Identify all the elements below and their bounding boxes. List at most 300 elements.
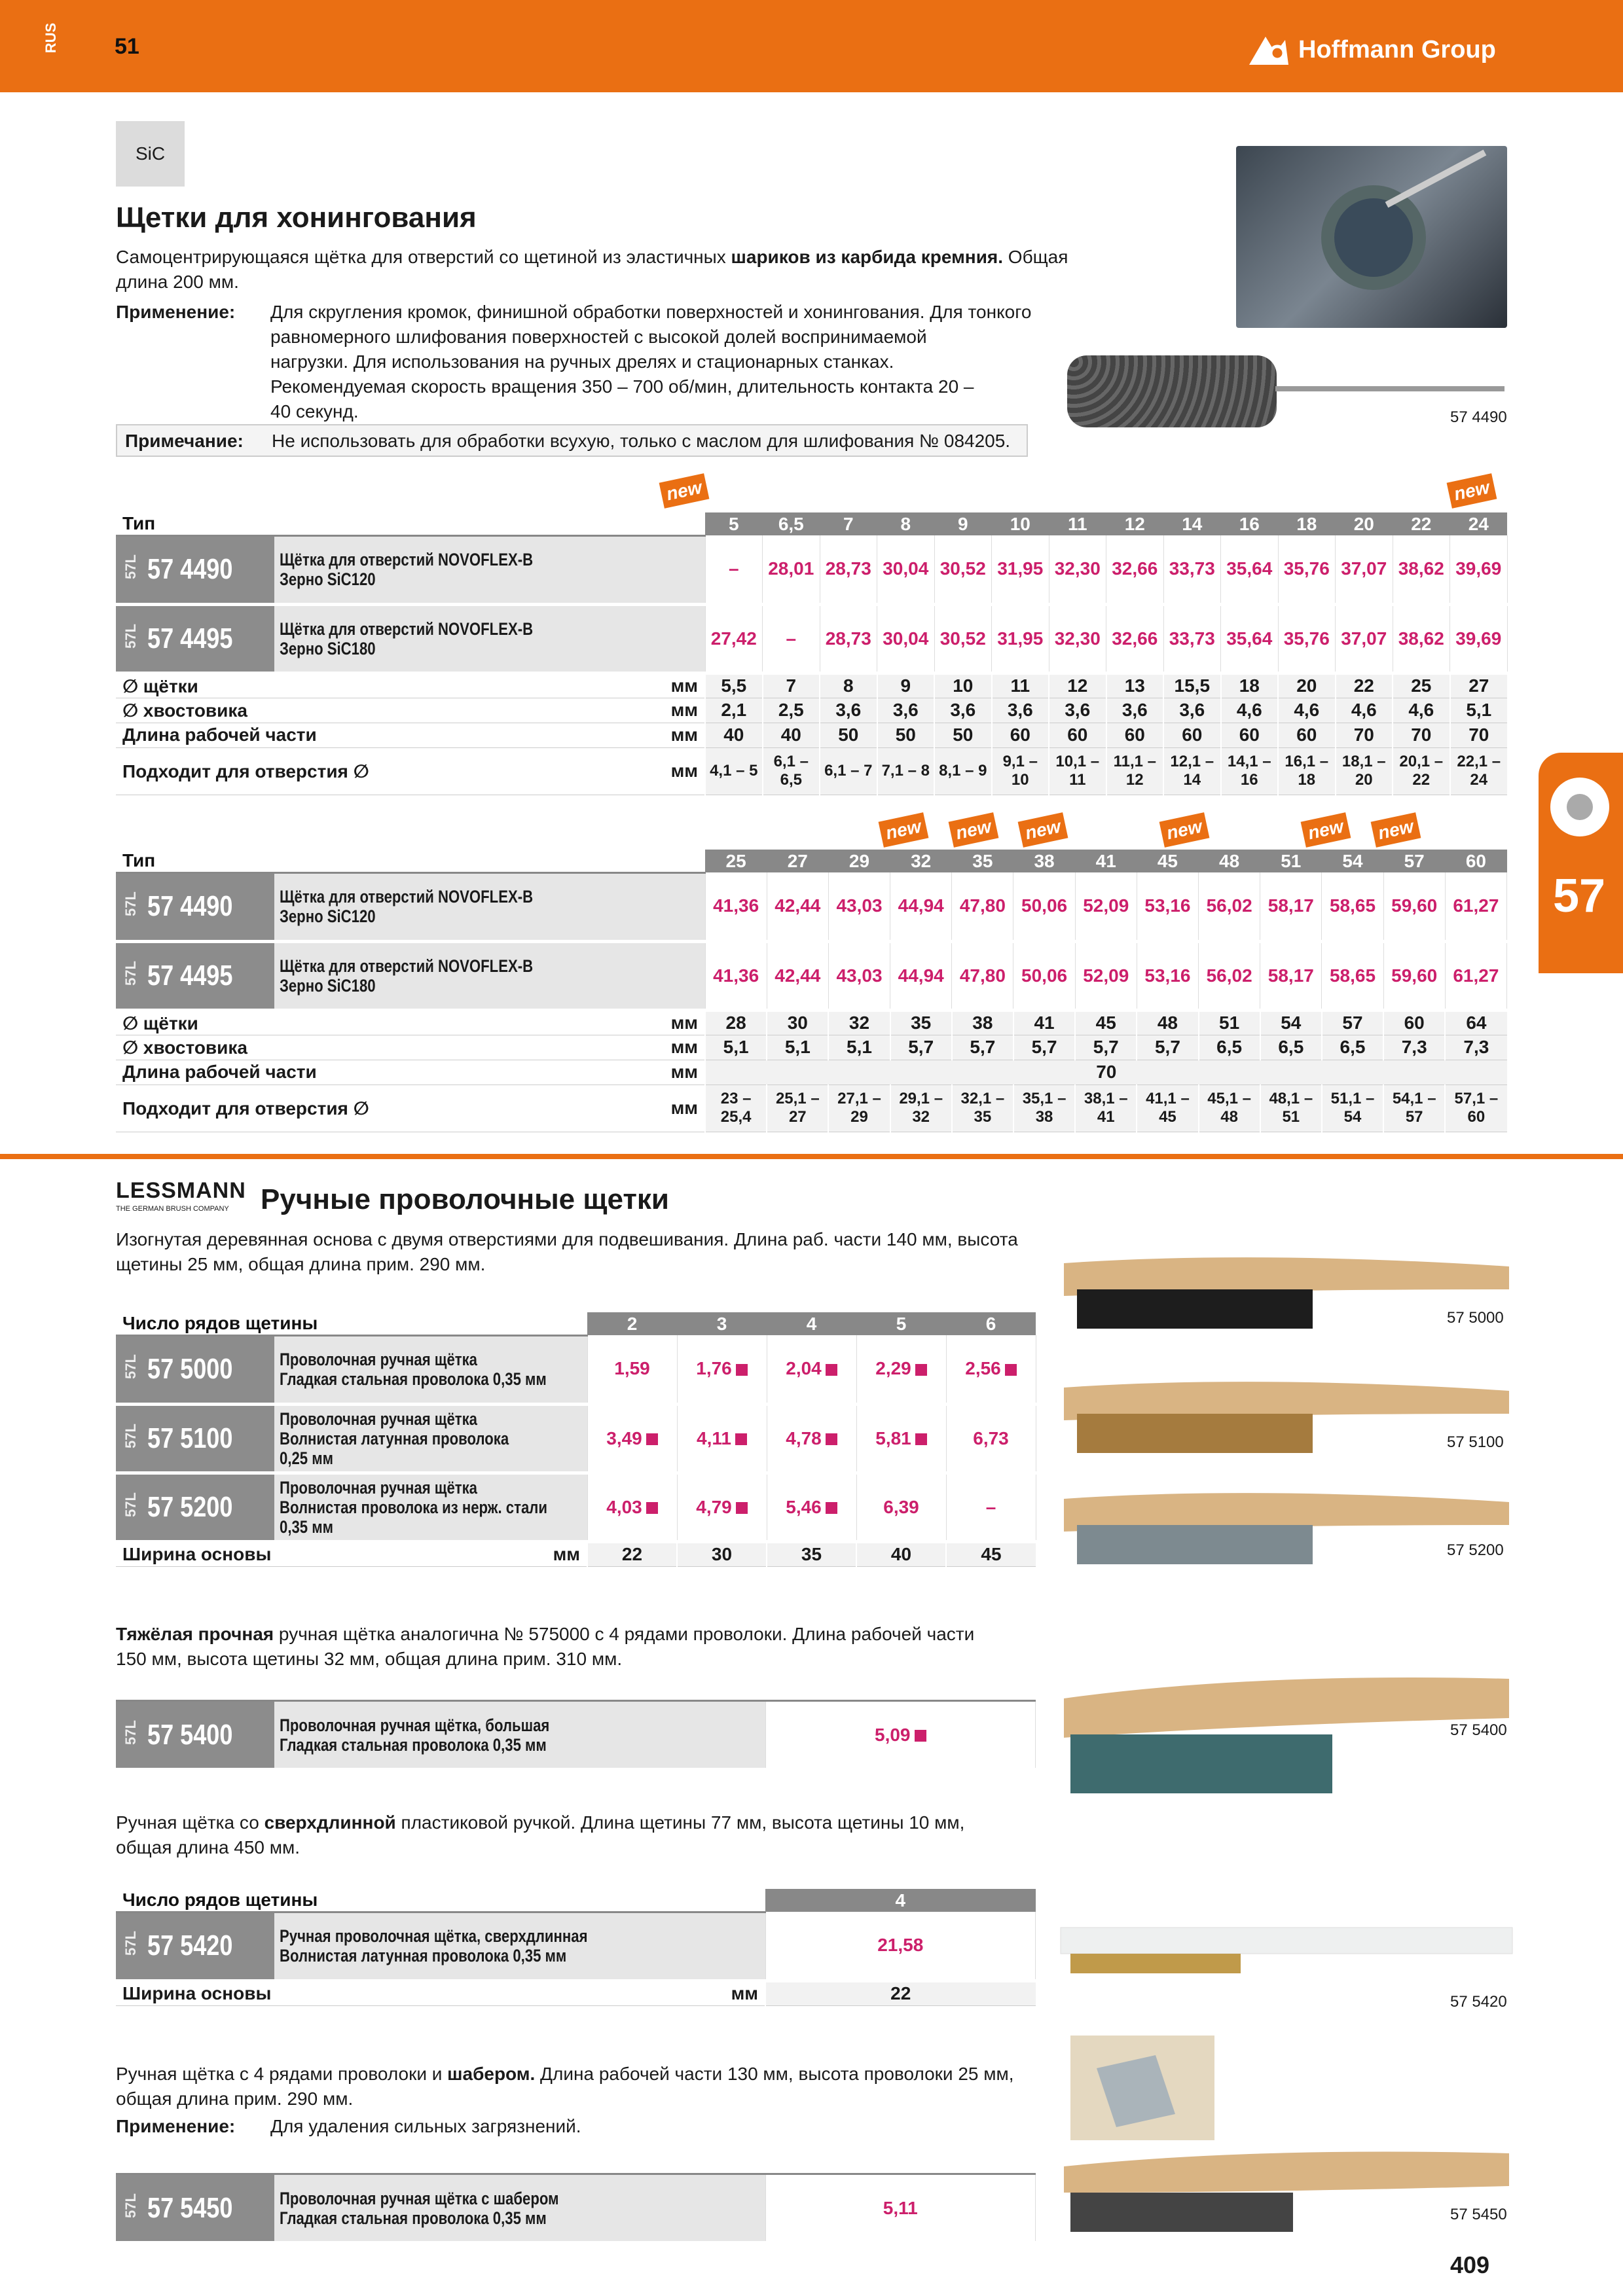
- price-value: 2,56: [965, 1358, 1001, 1379]
- spec-value: 8: [820, 673, 877, 698]
- application-text: Для удаления сильных загрязнений.: [270, 2116, 581, 2136]
- price-cell[interactable]: 56,02: [1199, 941, 1260, 1010]
- rows-cell: 4: [765, 1889, 1036, 1912]
- price-cell[interactable]: 42,44: [767, 872, 828, 941]
- size-cell: 12: [1106, 512, 1164, 535]
- price-value: 4,11: [697, 1427, 731, 1448]
- intro-bold: шариков из карбида кремния.: [731, 247, 1004, 267]
- price-cell[interactable]: 38,62: [1393, 604, 1450, 673]
- note-box: [116, 424, 1028, 457]
- spec-value: 3,6: [934, 698, 992, 723]
- price-cell[interactable]: 35,64: [1221, 535, 1279, 604]
- spec-unit: мм: [508, 698, 705, 723]
- price-cell[interactable]: 59,60: [1383, 941, 1445, 1010]
- size-cell: 35: [952, 850, 1013, 872]
- brush-shaft: [1275, 386, 1504, 391]
- article-number[interactable]: [116, 604, 274, 673]
- section-separator: [0, 1154, 1623, 1159]
- price-cell[interactable]: 32,66: [1106, 535, 1164, 604]
- price-cell[interactable]: 35,76: [1278, 604, 1336, 673]
- new-badge: new: [1301, 812, 1351, 848]
- article-number[interactable]: [116, 941, 274, 1010]
- spec-value: 3,6: [820, 698, 877, 723]
- price-cell[interactable]: 30,52: [934, 604, 992, 673]
- spec-value: 40: [763, 723, 820, 747]
- spec-value: 8,1 – 9: [934, 747, 992, 795]
- spec-value: 20: [1278, 673, 1336, 698]
- article-number[interactable]: [116, 872, 274, 941]
- desc-line: Проволочная ручная щётка: [280, 1350, 478, 1369]
- article-number[interactable]: [116, 1701, 274, 1770]
- intro-text-2: Общая длина 200 мм.: [116, 247, 1068, 292]
- table-row[interactable]: [116, 1404, 1036, 1473]
- intro-line: 150 мм, высота щетины 32 мм, общая длина прим. 310 мм.: [116, 1649, 623, 1669]
- price-cell[interactable]: [946, 1404, 1036, 1473]
- art-prefix: 57L: [122, 891, 139, 916]
- spec-value: 48,1 – 51: [1260, 1085, 1322, 1132]
- art-prefix: 57L: [122, 1354, 139, 1379]
- art-prefix: 57L: [122, 1719, 139, 1745]
- spec-value: 70: [1450, 723, 1508, 747]
- article-number[interactable]: [116, 1912, 274, 1981]
- price-cell[interactable]: 59,60: [1383, 872, 1445, 941]
- spec-value: 35,1 – 38: [1013, 1085, 1075, 1132]
- price-cell[interactable]: 41,36: [705, 941, 767, 1010]
- application-text: [270, 300, 1122, 424]
- table-row[interactable]: [116, 604, 1507, 673]
- spec-value: 3,6: [877, 698, 935, 723]
- spec-value: 54,1 – 57: [1383, 1085, 1445, 1132]
- heavy-intro: [116, 1622, 974, 1672]
- spec-value: 41,1 – 45: [1137, 1085, 1198, 1132]
- price-cell[interactable]: [765, 1701, 1036, 1770]
- spec-value: 5,7: [1013, 1035, 1075, 1060]
- new-badge: new: [1018, 812, 1068, 848]
- spec-value: 22: [587, 1541, 677, 1566]
- article-number[interactable]: [116, 1404, 274, 1473]
- spec-value: 48: [1137, 1010, 1198, 1035]
- stock-marker-icon: [826, 1502, 837, 1514]
- price-cell[interactable]: [677, 1404, 767, 1473]
- price-cell[interactable]: 52,09: [1075, 872, 1137, 941]
- spec-value: 28: [705, 1010, 767, 1035]
- price-cell[interactable]: [946, 1335, 1036, 1404]
- spec-value: 7,1 – 8: [877, 747, 935, 795]
- price-cell[interactable]: 50,06: [1013, 872, 1075, 941]
- intro-text: ручная щётка аналогична № 575000 с 4 рядами проволоки. Длина рабочей части: [274, 1624, 975, 1644]
- spec-value: 9,1 – 10: [992, 747, 1049, 795]
- table-row[interactable]: [116, 1912, 1036, 1981]
- spec-value: 45: [946, 1541, 1036, 1566]
- table-header-row: [116, 512, 1507, 535]
- spec-value: 3,6: [1049, 698, 1106, 723]
- rows-cell: 6: [946, 1312, 1036, 1335]
- spec-row: [116, 1035, 1507, 1060]
- chapter-number: 57: [1553, 870, 1606, 922]
- spec-value: 50: [877, 723, 935, 747]
- wire-title: Ручные проволочные щетки: [261, 1183, 669, 1215]
- price-value: 4,78: [786, 1427, 822, 1448]
- table-row[interactable]: [116, 1701, 1036, 1770]
- image-caption: 57 5420: [1450, 1993, 1507, 2011]
- spec-value: 6,1 – 6,5: [763, 747, 820, 795]
- application-label: Применение:: [116, 302, 236, 322]
- article-number[interactable]: [116, 2174, 274, 2243]
- honing-table-1: [116, 512, 1508, 795]
- honing-table-2: [116, 850, 1507, 1132]
- cutting-disc-icon: [1550, 778, 1609, 836]
- art-prefix: 57L: [122, 1423, 139, 1448]
- stock-marker-icon: [1005, 1364, 1017, 1376]
- product-description: [274, 604, 705, 673]
- price-cell[interactable]: [587, 1335, 677, 1404]
- spec-label: ∅ хвостовика: [116, 698, 508, 723]
- spec-unit: мм: [508, 673, 705, 698]
- spec-unit: мм: [508, 1010, 705, 1035]
- price-cell[interactable]: [767, 1473, 856, 1541]
- price-cell[interactable]: 44,94: [890, 941, 952, 1010]
- spec-value: 12: [1049, 673, 1106, 698]
- spec-value: 38: [952, 1010, 1013, 1035]
- spec-row: [116, 723, 1507, 747]
- price-value: 6,73: [973, 1427, 1009, 1448]
- art-num: 57 4490: [147, 553, 233, 585]
- price-value: 1,59: [614, 1358, 650, 1379]
- price-cell[interactable]: 21,58: [765, 1912, 1036, 1981]
- spec-value: 23 – 25,4: [705, 1085, 767, 1132]
- spec-value: 20,1 – 22: [1393, 747, 1450, 795]
- spec-row: [116, 1981, 1036, 2005]
- stock-marker-icon: [915, 1730, 926, 1742]
- price-cell[interactable]: 35,64: [1221, 604, 1279, 673]
- price-cell[interactable]: 39,69: [1450, 604, 1508, 673]
- size-cell: 51: [1260, 850, 1322, 872]
- spec-value: 29,1 – 32: [890, 1085, 952, 1132]
- desc-line: Зерно SiC180: [280, 975, 376, 996]
- price-cell[interactable]: [856, 1473, 946, 1541]
- brush-image-575000: [1057, 1250, 1516, 1342]
- lessmann-logo[interactable]: [116, 1178, 246, 1213]
- price-cell[interactable]: 56,02: [1199, 872, 1260, 941]
- intro-bold: Тяжёлая прочная: [116, 1624, 274, 1644]
- intro-line: общая длина прим. 290 мм.: [116, 2089, 354, 2109]
- spec-value: 70: [1336, 723, 1393, 747]
- spec-value: 3,6: [992, 698, 1049, 723]
- price-cell[interactable]: 5,11: [765, 2174, 1036, 2243]
- price-cell[interactable]: [587, 1473, 677, 1541]
- price-cell[interactable]: 58,17: [1260, 941, 1322, 1010]
- size-cell: 11: [1049, 512, 1106, 535]
- spec-value: 27,1 – 29: [828, 1085, 890, 1132]
- spec-unit: мм: [508, 1085, 705, 1132]
- price-cell[interactable]: 61,27: [1445, 941, 1506, 1010]
- price-cell[interactable]: 30,04: [877, 535, 935, 604]
- spec-value: 5,7: [890, 1035, 952, 1060]
- article-number[interactable]: [116, 1335, 274, 1404]
- spec-row: [116, 1541, 1036, 1566]
- spec-value: 40: [705, 723, 763, 747]
- art-num: 57 5200: [147, 1490, 233, 1523]
- product-description: [274, 2174, 765, 2243]
- app-line: 40 секунд.: [270, 401, 359, 422]
- spec-value: 57,1 – 60: [1445, 1085, 1506, 1132]
- price-cell[interactable]: [767, 1404, 856, 1473]
- spec-label: Длина рабочей части: [116, 723, 508, 747]
- stock-marker-icon: [736, 1502, 748, 1514]
- size-cell: 6,5: [763, 512, 820, 535]
- article-number[interactable]: [116, 535, 274, 604]
- price-cell[interactable]: 47,80: [952, 872, 1013, 941]
- honing-intro: [116, 245, 1098, 295]
- spec-value: 5,5: [705, 673, 763, 698]
- sic-tag: SiC: [116, 121, 185, 187]
- brush-image-575420: [1057, 1924, 1516, 1983]
- honing-brush-image: [1236, 146, 1507, 328]
- price-cell[interactable]: 47,80: [952, 941, 1013, 1010]
- art-prefix: 57L: [122, 2193, 139, 2218]
- type-label: Тип: [116, 512, 705, 535]
- type-label: Тип: [116, 850, 705, 872]
- spec-value: 70: [1393, 723, 1450, 747]
- spec-value: 45: [1075, 1010, 1137, 1035]
- price-cell[interactable]: 50,06: [1013, 941, 1075, 1010]
- article-number[interactable]: [116, 1473, 274, 1541]
- spec-value: 11,1 – 12: [1106, 747, 1164, 795]
- desc-line: Щётка для отверстий NOVOFLEX-B: [280, 956, 534, 976]
- stock-marker-icon: [735, 1433, 747, 1445]
- desc-line: Проволочная ручная щётка: [280, 1477, 478, 1498]
- spec-value: 57: [1322, 1010, 1383, 1035]
- spec-row: [116, 1010, 1507, 1035]
- spec-label: ∅ щётки: [116, 1010, 508, 1035]
- size-cell: 29: [828, 850, 890, 872]
- intro-text-2: пластиковой ручкой. Длина щетины 77 мм, высота щетины 10 мм,: [395, 1812, 965, 1833]
- price-cell[interactable]: 58,17: [1260, 872, 1322, 941]
- app-line: Рекомендуемая скорость вращения 350 – 700 об/мин, длительность контакта 20 –: [270, 376, 974, 397]
- price-value: 5,09: [875, 1724, 911, 1745]
- price-cell[interactable]: 42,44: [767, 941, 828, 1010]
- size-cell: 38: [1013, 850, 1075, 872]
- spec-value: 6,5: [1322, 1035, 1383, 1060]
- spec-value: 5,7: [952, 1035, 1013, 1060]
- price-cell[interactable]: 43,03: [828, 872, 890, 941]
- size-cell: 20: [1336, 512, 1393, 535]
- spec-value: 5,7: [1137, 1035, 1198, 1060]
- spec-value: 7: [763, 673, 820, 698]
- price-cell[interactable]: [856, 1335, 946, 1404]
- table-row[interactable]: [116, 2174, 1036, 2243]
- desc-line: Зерно SiC120: [280, 906, 376, 926]
- price-value: –: [985, 1496, 996, 1517]
- price-cell[interactable]: 44,94: [890, 872, 952, 941]
- price-cell[interactable]: 41,36: [705, 872, 767, 941]
- spec-value: 4,6: [1278, 698, 1336, 723]
- spec-value: 60: [1221, 723, 1279, 747]
- price-cell[interactable]: 53,16: [1137, 941, 1198, 1010]
- wire-intro: [116, 1227, 1018, 1277]
- spec-value: 60: [992, 723, 1049, 747]
- stock-marker-icon: [915, 1364, 927, 1376]
- image-caption: 57 5200: [1447, 1541, 1504, 1559]
- spec-value: 18,1 – 20: [1336, 747, 1393, 795]
- art-num: 57 5400: [147, 1718, 233, 1751]
- price-cell[interactable]: 28,73: [820, 604, 877, 673]
- spec-value: 41: [1013, 1010, 1075, 1035]
- spec-value: 2,1: [705, 698, 763, 723]
- page-number: 409: [1450, 2251, 1490, 2278]
- price-cell[interactable]: 58,65: [1322, 941, 1383, 1010]
- application-label: Применение:: [116, 2116, 236, 2136]
- price-cell[interactable]: –: [763, 604, 820, 673]
- intro-line: Изогнутая деревянная основа с двумя отверстиями для подвешивания. Длина раб. части 140 мм, высота: [116, 1229, 1018, 1249]
- desc-line: Щётка для отверстий NOVOFLEX-B: [280, 887, 534, 906]
- spec-label: Подходит для отверстия ∅: [116, 747, 508, 795]
- size-cell: 57: [1383, 850, 1445, 872]
- price-cell[interactable]: [677, 1473, 767, 1541]
- brush-image-575100: [1057, 1374, 1516, 1466]
- price-value: 2,29: [875, 1358, 911, 1379]
- hoffmann-logo[interactable]: [1246, 30, 1508, 69]
- price-cell[interactable]: 35,76: [1278, 535, 1336, 604]
- price-cell[interactable]: 32,30: [1049, 535, 1106, 604]
- price-cell[interactable]: 33,73: [1163, 535, 1221, 604]
- art-num: 57 4495: [147, 959, 233, 992]
- rows-label: Число рядов щетины: [116, 1889, 765, 1912]
- spec-value: 4,6: [1221, 698, 1279, 723]
- spec-value: 27: [1450, 673, 1508, 698]
- spec-value: 22,1 – 24: [1450, 747, 1508, 795]
- size-cell: 22: [1393, 512, 1450, 535]
- art-num: 57 4490: [147, 890, 233, 922]
- desc-line: Волнистая проволока из нерж. стали: [280, 1497, 547, 1517]
- price-cell[interactable]: 38,62: [1393, 535, 1450, 604]
- price-cell[interactable]: 32,66: [1106, 604, 1164, 673]
- spec-value: 18: [1221, 673, 1279, 698]
- spec-value: 30: [677, 1541, 767, 1566]
- spec-value: 3,6: [1106, 698, 1164, 723]
- intro-bold: сверхдлинной: [264, 1812, 396, 1833]
- spec-value: 40: [856, 1541, 946, 1566]
- intro-line: щетины 25 мм, общая длина прим. 290 мм.: [116, 1254, 486, 1274]
- app-line: равномерного шлифования поверхностей с высокой долей воспринимаемой: [270, 327, 927, 347]
- chapter-tab[interactable]: [1539, 753, 1623, 973]
- size-cell: 41: [1075, 850, 1137, 872]
- app-line: нагрузки. Для использования на ручных дрелях и стационарных станках.: [270, 351, 894, 372]
- spec-value: 10,1 – 11: [1049, 747, 1106, 795]
- long-table: [116, 1889, 1036, 2006]
- price-cell[interactable]: [946, 1473, 1036, 1541]
- image-caption: 57 5400: [1450, 1721, 1507, 1739]
- table-row[interactable]: [116, 872, 1507, 941]
- price-cell[interactable]: [767, 1335, 856, 1404]
- brand-name: LESSMANN: [116, 1178, 246, 1203]
- price-cell[interactable]: 39,69: [1450, 535, 1508, 604]
- price-cell[interactable]: 33,73: [1163, 604, 1221, 673]
- stock-marker-icon: [736, 1364, 748, 1376]
- price-cell[interactable]: 52,09: [1075, 941, 1137, 1010]
- price-cell[interactable]: [856, 1404, 946, 1473]
- spec-value: 35: [767, 1541, 856, 1566]
- product-description: [274, 1404, 587, 1473]
- spec-value: 4,6: [1336, 698, 1393, 723]
- size-cell: 16: [1221, 512, 1279, 535]
- product-description: [274, 1701, 765, 1770]
- price-cell[interactable]: [677, 1335, 767, 1404]
- price-cell[interactable]: 58,65: [1322, 872, 1383, 941]
- spec-value: 60: [1049, 723, 1106, 747]
- price-cell[interactable]: 28,01: [763, 535, 820, 604]
- price-cell[interactable]: 32,30: [1049, 604, 1106, 673]
- price-cell[interactable]: 53,16: [1137, 872, 1198, 941]
- spec-value: 60: [1383, 1010, 1445, 1035]
- table-header-row: [116, 1312, 1036, 1335]
- spec-value: 12,1 – 14: [1163, 747, 1221, 795]
- spec-value: 4,6: [1393, 698, 1450, 723]
- price-cell[interactable]: 31,95: [992, 604, 1049, 673]
- brand-name: Hoffmann Group: [1298, 35, 1496, 63]
- stock-marker-icon: [826, 1433, 837, 1445]
- price-cell[interactable]: 61,27: [1445, 872, 1506, 941]
- table-row[interactable]: [116, 1335, 1036, 1404]
- spec-value: 30: [767, 1010, 828, 1035]
- rows-cell: 5: [856, 1312, 946, 1335]
- art-num: 57 5100: [147, 1422, 233, 1454]
- size-cell: 60: [1445, 850, 1506, 872]
- brand-subtitle: THE GERMAN BRUSH COMPANY: [116, 1205, 229, 1213]
- spec-row: [116, 1060, 1507, 1085]
- image-caption: 57 4490: [1450, 408, 1507, 426]
- price-cell[interactable]: [587, 1404, 677, 1473]
- art-num: 57 5000: [147, 1353, 233, 1385]
- price-cell[interactable]: –: [705, 535, 763, 604]
- art-num: 57 5450: [147, 2191, 233, 2224]
- table-row[interactable]: [116, 535, 1507, 604]
- language-code: RUS: [43, 22, 60, 54]
- table-header-row: [116, 1889, 1036, 1912]
- price-cell[interactable]: 30,52: [934, 535, 992, 604]
- table-row[interactable]: [116, 1473, 1036, 1541]
- spec-label: Ширина основы: [116, 1541, 274, 1566]
- table-row[interactable]: [116, 941, 1507, 1010]
- price-cell[interactable]: 31,95: [992, 535, 1049, 604]
- price-cell[interactable]: 43,03: [828, 941, 890, 1010]
- price-value: 2,04: [786, 1358, 822, 1379]
- spec-value: 22: [1336, 673, 1393, 698]
- spec-value: 15,5: [1163, 673, 1221, 698]
- intro-text: Ручная щётка с 4 рядами проволоки и: [116, 2064, 448, 2084]
- spec-value: 13: [1106, 673, 1164, 698]
- price-cell[interactable]: 27,42: [705, 604, 763, 673]
- spec-unit: мм: [508, 1035, 705, 1060]
- rows-cell: 2: [587, 1312, 677, 1335]
- app-line: Для скругления кромок, финишной обработки поверхностей и хонингования. Для тонкого: [270, 302, 1032, 322]
- new-badge: new: [1447, 473, 1497, 509]
- desc-line: Проволочная ручная щётка, большая: [280, 1715, 550, 1735]
- image-caption: 57 5000: [1447, 1309, 1504, 1327]
- desc-line: Зерно SiC180: [280, 638, 376, 658]
- size-cell: 14: [1163, 512, 1221, 535]
- price-cell[interactable]: 30,04: [877, 604, 935, 673]
- price-cell[interactable]: 28,73: [820, 535, 877, 604]
- price-cell[interactable]: 37,07: [1336, 604, 1393, 673]
- brush-image-575400: [1057, 1659, 1516, 1803]
- image-caption: 57 5100: [1447, 1433, 1504, 1451]
- size-cell: 45: [1137, 850, 1198, 872]
- price-cell[interactable]: 37,07: [1336, 535, 1393, 604]
- desc-line: Ручная проволочная щётка, сверхдлинная: [280, 1926, 588, 1946]
- spec-value: 9: [877, 673, 935, 698]
- art-prefix: 57L: [122, 554, 139, 579]
